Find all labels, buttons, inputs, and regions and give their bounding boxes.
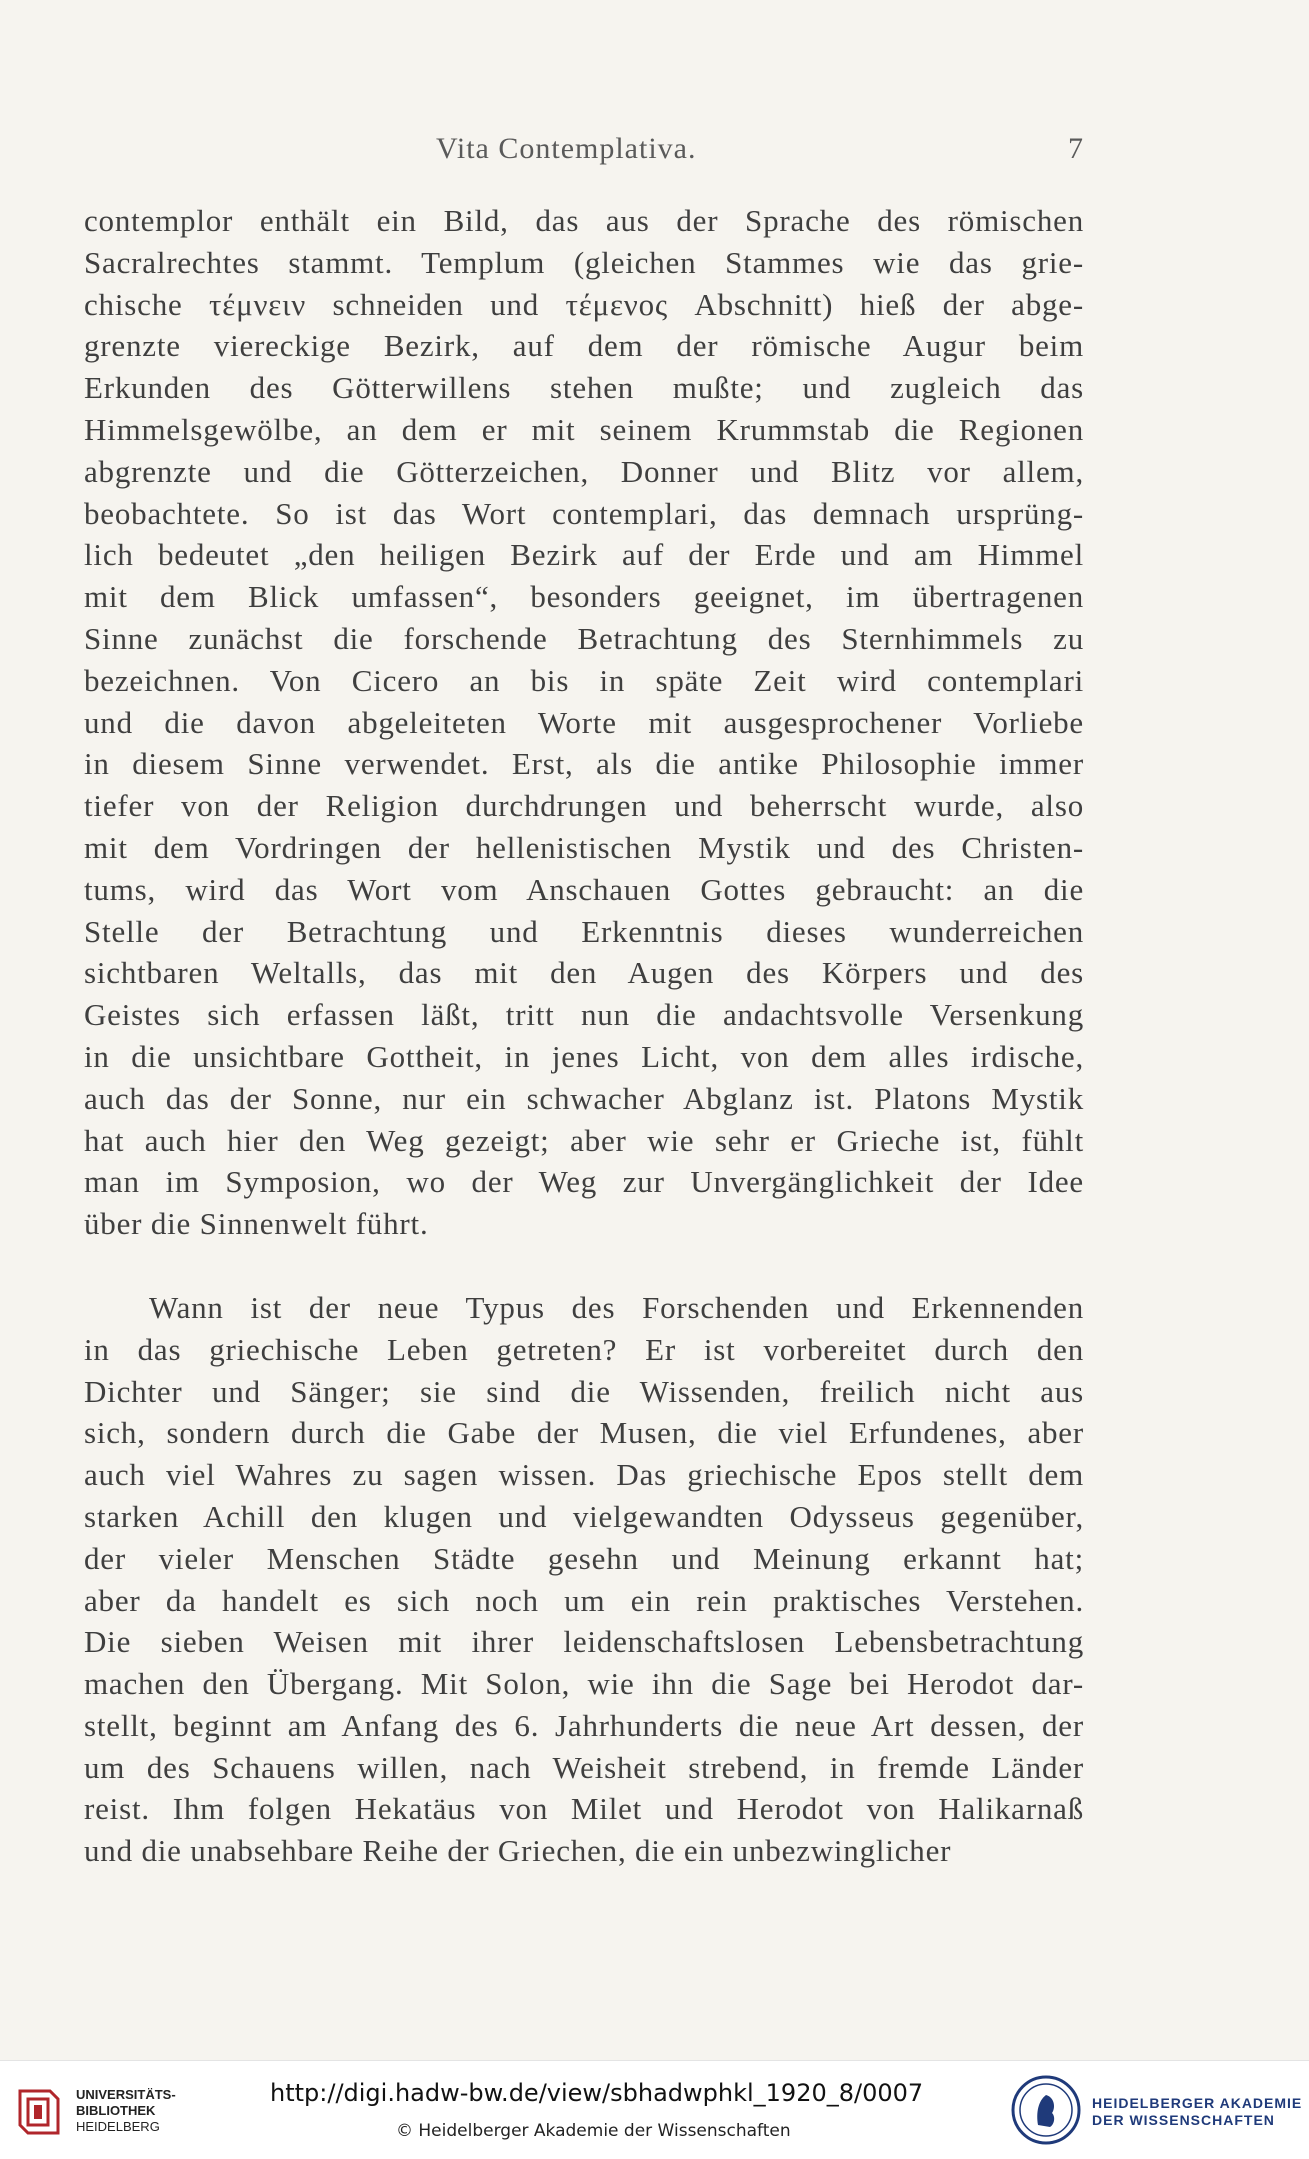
text-line: Dichter und Sänger; sie sind die Wissenden, freilich nicht aus — [84, 1373, 1084, 1409]
text-line: starken Achill den klugen und vielgewandten Odysseus gegenüber, — [84, 1498, 1084, 1534]
text-line: Himmelsgewölbe, an dem er mit seinem Krummstab die Regionen — [84, 411, 1084, 447]
text-line: auch viel Wahres zu sagen wissen. Das griechische Epos stellt dem — [84, 1457, 1084, 1493]
academy-seal-icon — [1010, 2073, 1082, 2147]
university-library-logo-icon — [14, 2083, 66, 2139]
text-line: bezeichnen. Von Cicero an bis in späte Zeit wird contemplari — [84, 662, 1084, 698]
text-line: und die davon abgeleiteten Worte mit ausgesprochener Vorliebe — [84, 704, 1084, 740]
body-text — [84, 200, 1084, 1872]
running-title: Vita Contemplativa. — [436, 132, 697, 165]
text-line: hat auch hier den Weg gezeigt; aber wie sehr er Grieche ist, fühlt — [84, 1122, 1084, 1158]
text-line: man im Symposion, wo der Weg zur Unvergänglichkeit der Idee — [84, 1164, 1084, 1200]
copyright-notice: © Heidelberger Akademie der Wissenschaften — [396, 2121, 791, 2141]
text-line: aber da handelt es sich noch um ein rein praktisches Verstehen. — [84, 1582, 1084, 1618]
page-number: 7 — [1068, 132, 1084, 165]
text-line: Stelle der Betrachtung und Erkenntnis dieses wunderreichen — [84, 913, 1084, 949]
text-line: Sacralrechtes stammt. Templum (gleichen Stammes wie das grie- — [84, 244, 1084, 280]
text-line: lich bedeutet „den heiligen Bezirk auf der Erde und am Himmel — [84, 537, 1084, 573]
library-line-3: HEIDELBERG — [76, 2119, 160, 2134]
text-line: stellt, beginnt am Anfang des 6. Jahrhunderts die neue Art dessen, der — [84, 1707, 1084, 1743]
text-line: reist. Ihm folgen Hekatäus von Milet und Herodot von Halikarnaß — [84, 1791, 1084, 1827]
text-line: contemplor enthält ein Bild, das aus der Sprache des römischen — [84, 203, 1084, 238]
academy-name — [1092, 2095, 1302, 2129]
library-line-1: UNIVERSITÄTS- — [76, 2087, 176, 2102]
text-line: in das griechische Leben getreten? Er ist vorbereitet durch den — [84, 1331, 1084, 1367]
library-line-2: BIBLIOTHEK — [76, 2103, 156, 2118]
text-line: auch das der Sonne, nur ein schwacher Abglanz ist. Platons Mystik — [84, 1080, 1084, 1116]
text-line: chische τέμνειν schneiden und τέμενος Abschnitt) hieß der abge- — [84, 286, 1084, 322]
paragraph-gap — [84, 1245, 1084, 1287]
university-library-name — [76, 2087, 176, 2135]
text-line: abgrenzte und die Götterzeichen, Donner und Blitz vor allem, — [84, 453, 1084, 489]
academy-line-1: HEIDELBERGER AKADEMIE — [1092, 2095, 1303, 2111]
text-line: mit dem Vordringen der hellenistischen Mystik und des Christen- — [84, 829, 1084, 865]
text-line: Geistes sich erfassen läßt, tritt nun die andachtsvolle Versenkung — [84, 997, 1084, 1033]
text-line: sich, sondern durch die Gabe der Musen, die viel Erfundenes, aber — [84, 1415, 1084, 1451]
text-line: mit dem Blick umfassen“, besonders geeignet, im übertragenen — [84, 579, 1084, 615]
permalink-url[interactable]: http://digi.hadw-bw.de/view/sbhadwphkl_1920_8/0007 — [270, 2079, 924, 2107]
text-line: Die sieben Weisen mit ihrer leidenschaftslosen Lebensbetrachtung — [84, 1624, 1084, 1660]
text-line: tums, wird das Wort vom Anschauen Gottes gebraucht: an die — [84, 871, 1084, 907]
text-line: tiefer von der Religion durchdrungen und beherrscht wurde, also — [84, 788, 1084, 824]
text-line: der vieler Menschen Städte gesehn und Meinung erkannt hat; — [84, 1540, 1084, 1576]
text-line: und die unabsehbare Reihe der Griechen, die ein unbezwinglicher — [84, 1833, 952, 1869]
text-line: in diesem Sinne verwendet. Erst, als die antike Philosophie immer — [84, 746, 1084, 782]
text-line: machen den Übergang. Mit Solon, wie ihn die Sage bei Herodot dar- — [84, 1666, 1084, 1702]
paragraph-1 — [84, 200, 1084, 1245]
text-line: Wann ist der neue Typus des Forschenden und Erkennenden — [149, 1289, 1084, 1325]
text-line: um des Schauens willen, nach Weisheit strebend, in fremde Länder — [84, 1749, 1084, 1785]
text-line: über die Sinnenwelt führt. — [84, 1206, 429, 1242]
text-line: in die unsichtbare Gottheit, in jenes Licht, von dem alles irdische, — [84, 1038, 1084, 1074]
paragraph-2 — [84, 1287, 1084, 1872]
text-line: Erkunden des Götterwillens stehen mußte; und zugleich das — [84, 370, 1084, 406]
text-line: beobachtete. So ist das Wort contemplari, das demnach ursprüng- — [84, 495, 1084, 531]
academy-line-2: DER WISSENSCHAFTEN — [1092, 2112, 1275, 2128]
text-line: grenzte viereckige Bezirk, auf dem der römische Augur beim — [84, 328, 1084, 364]
text-line: Sinne zunächst die forschende Betrachtung des Sternhimmels zu — [84, 620, 1084, 656]
text-line: sichtbaren Weltalls, das mit den Augen des Körpers und des — [84, 955, 1084, 991]
viewer-footer — [0, 2060, 1309, 2159]
